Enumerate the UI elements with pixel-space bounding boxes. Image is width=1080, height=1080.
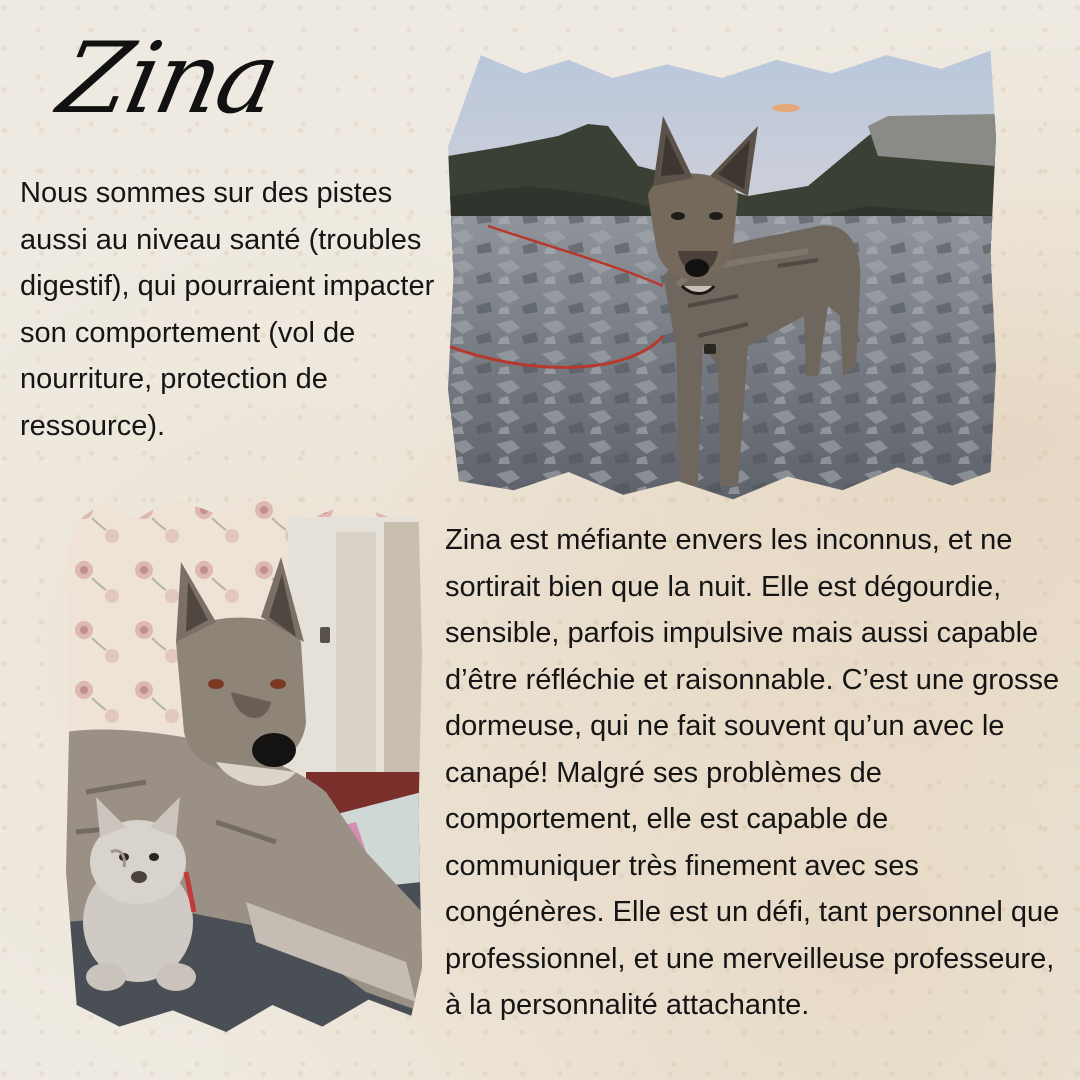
health-paragraph: Nous sommes sur des pistes aussi au niveau santé (troubles digestif), qui pourraient impacter son comportement (vol de nourriture, protection de ressource). [20, 177, 435, 442]
photo-dog-with-plush [66, 492, 422, 1032]
dog-mountain-illustration [448, 46, 996, 504]
photo-dog-mountain [448, 46, 996, 504]
page-title: Zina [49, 22, 288, 136]
dog-plush-illustration [66, 492, 422, 1032]
personality-paragraph: Zina est méfiante envers les inconnus, et ne sortirait bien que la nuit. Elle est dégourdie, sensible, parfois impulsive mais aussi capable d’être réfléchie et raisonnable. C’est une grosse dormeuse, qui ne fait souvent qu’un avec le canapé! Malgré ses problèmes de comportement, elle est capable de communiquer très finement avec ses congénères. Elle est un défi, tant personnel que professionnel, et une merveilleuse professeure, à la personnalité attachante. [445, 524, 1060, 1021]
